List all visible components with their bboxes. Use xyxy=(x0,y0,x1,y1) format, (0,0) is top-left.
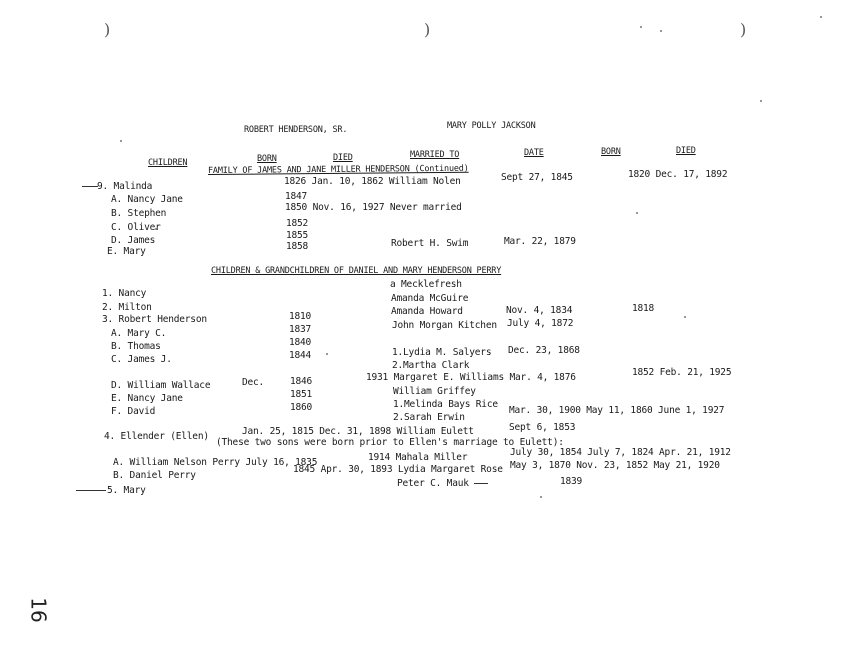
child-name: B. Daniel Perry xyxy=(113,470,196,481)
spouse-name: 1.Melinda Bays Rice xyxy=(393,399,498,410)
entry-died-spouse-date: 1931 Margaret E. Williams Mar. 4, 1876 xyxy=(366,372,576,383)
born-year: 1855 xyxy=(286,230,309,241)
speck xyxy=(640,26,642,28)
spouse-name: William Griffey xyxy=(393,386,476,397)
col-date: DATE xyxy=(524,148,544,158)
spouse-name: 2.Martha Clark xyxy=(392,360,470,371)
pointer-mark xyxy=(82,186,98,187)
col-born-spouse: BORN xyxy=(601,147,621,157)
child-name: B. Thomas xyxy=(111,341,161,352)
speck xyxy=(326,353,328,355)
speck xyxy=(684,316,686,318)
spouse-name: John Morgan Kitchen xyxy=(392,320,497,331)
child-name: 4. Ellender (Ellen) xyxy=(104,431,209,442)
page-number: 16 xyxy=(26,597,51,623)
col-married-to: MARRIED TO xyxy=(410,150,460,160)
born-year: 1840 xyxy=(289,337,312,348)
child-name: 9. Malinda xyxy=(97,181,153,192)
spouse-name: Amanda McGuire xyxy=(391,293,469,304)
speck xyxy=(820,16,822,18)
child-name: E. Nancy Jane xyxy=(111,393,183,404)
spouse-born: 1818 xyxy=(632,303,655,314)
entry-dates-spouse: 1850 Nov. 16, 1927 Never married xyxy=(285,202,462,213)
pointer-mark xyxy=(76,490,106,491)
marriage-date: Nov. 4, 1834 xyxy=(506,305,573,316)
born-year: 1846 xyxy=(290,376,313,387)
binder-hole-mark: ) xyxy=(104,20,111,39)
speck xyxy=(120,140,122,142)
binder-hole-mark: ) xyxy=(424,20,431,39)
speck xyxy=(636,212,638,214)
marriage-date: Mar. 22, 1879 xyxy=(504,236,576,247)
child-name: E. Mary xyxy=(107,246,146,257)
marriage-spouse-dates: May 3, 1870 Nov. 23, 1852 May 21, 1920 xyxy=(510,460,720,471)
died-spouse: 1914 Mahala Miller xyxy=(368,452,468,463)
born-year: 1810 xyxy=(289,311,312,322)
pointer-mark xyxy=(474,483,488,484)
born-year: 1858 xyxy=(286,241,309,252)
spouse-name: 2.Sarah Erwin xyxy=(393,412,465,423)
spouse-born: 1839 xyxy=(560,476,583,487)
entry-dates-spouse: 1826 Jan. 10, 1862 William Nolen xyxy=(284,176,461,187)
spouse-name: 1.Lydia M. Salyers xyxy=(392,347,492,358)
child-name: D. James xyxy=(111,235,156,246)
section-title-daniel-mary: CHILDREN & GRANDCHILDREN OF DANIEL AND MARY HENDERSON PERRY xyxy=(211,266,502,276)
marriage-spouse-dates: Mar. 30, 1900 May 11, 1860 June 1, 1927 xyxy=(509,405,725,416)
marriage-date: Sept 6, 1853 xyxy=(509,422,576,433)
child-name-born: A. William Nelson Perry July 16, 1835 xyxy=(113,457,318,468)
spouse-name: a Mecklefresh xyxy=(390,279,462,290)
child-name: A. Nancy Jane xyxy=(111,194,183,205)
child-name: B. Stephen xyxy=(111,208,167,219)
spouse-dates: 1820 Dec. 17, 1892 xyxy=(628,169,728,180)
husband-name: ROBERT HENDERSON, SR. xyxy=(244,125,348,135)
speck xyxy=(760,100,762,102)
spouse-name: Peter C. Mauk xyxy=(397,478,469,489)
col-died: DIED xyxy=(333,153,353,163)
entry-dates-spouse: 1845 Apr. 30, 1893 Lydia Margaret Rose xyxy=(293,464,503,475)
note: (These two sons were born prior to Ellen's marriage to Eulett): xyxy=(216,437,564,448)
col-died-spouse: DIED xyxy=(676,146,696,156)
child-name: F. David xyxy=(111,406,156,417)
spouse-dates: 1852 Feb. 21, 1925 xyxy=(632,367,732,378)
born-year: 1844 xyxy=(289,350,312,361)
child-name: 5. Mary xyxy=(107,485,146,496)
speck xyxy=(540,496,542,498)
child-name: D. William Wallace xyxy=(111,380,211,391)
child-name: C. Oliver xyxy=(111,222,161,233)
marriage-date: July 4, 1872 xyxy=(507,318,574,329)
marriage-date: Dec. 23, 1868 xyxy=(508,345,580,356)
born-year: 1852 xyxy=(286,218,309,229)
marriage-spouse-dates: July 30, 1854 July 7, 1824 Apr. 21, 1912 xyxy=(510,447,731,458)
child-name: 3. Robert Henderson xyxy=(102,314,207,325)
entry-dates-spouse: Jan. 25, 1815 Dec. 31, 1898 William Eulett xyxy=(242,426,474,437)
col-born: BORN xyxy=(257,154,277,164)
born-month: Dec. xyxy=(242,377,265,388)
speck xyxy=(660,30,662,32)
born-year: 1860 xyxy=(290,402,313,413)
col-children: CHILDREN xyxy=(148,158,188,168)
spouse-name: Robert H. Swim xyxy=(391,238,469,249)
section-title-james-jane: FAMILY OF JAMES AND JANE MILLER HENDERSON (Continued) xyxy=(207,163,469,176)
binder-hole-mark: ) xyxy=(740,20,747,39)
spouse-name: Amanda Howard xyxy=(391,306,463,317)
child-name: A. Mary C. xyxy=(111,328,167,339)
child-name: 2. Milton xyxy=(102,302,152,313)
marriage-date: Sept 27, 1845 xyxy=(501,172,573,183)
born-year: 1847 xyxy=(285,191,308,202)
child-name: 1. Nancy xyxy=(102,288,147,299)
wife-name: MARY POLLY JACKSON xyxy=(447,121,536,131)
child-name: C. James J. xyxy=(111,354,172,365)
born-year: 1837 xyxy=(289,324,312,335)
born-year: 1851 xyxy=(290,389,313,400)
